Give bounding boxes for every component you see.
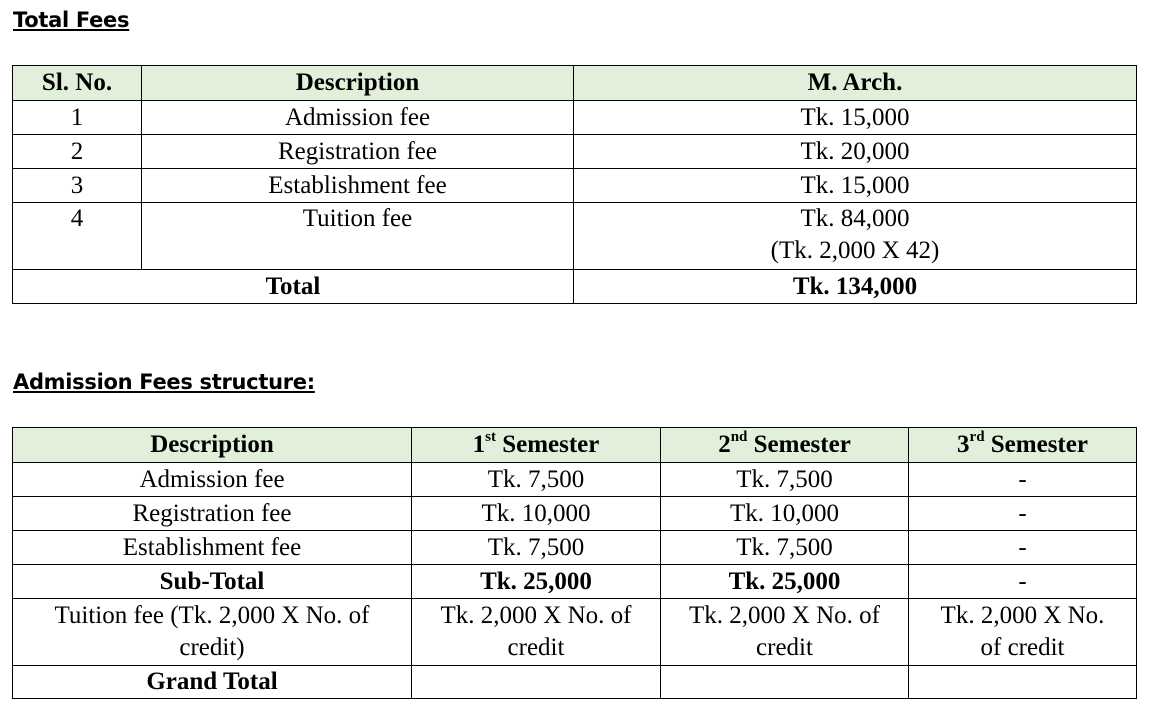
header-word: Semester [495,431,600,458]
tuition-sem3-line2: of credit [980,634,1065,661]
description-cell: Admission fee [142,101,574,135]
sl-no-cell: 2 [13,135,142,169]
description-cell: Admission fee [13,463,412,497]
tuition-sem1 [412,599,661,666]
header-ordinal: rd [969,428,985,445]
grand-total-sem2 [661,666,909,699]
subtotal-sem3: - [909,565,1137,599]
sem2-cell: Tk. 10,000 [661,497,909,531]
sl-no-cell: 4 [13,203,142,270]
total-label: Total [13,270,574,304]
header-number: 1 [472,431,486,458]
tuition-sem1-line2: credit [507,634,565,661]
sl-no-cell: 1 [13,101,142,135]
tuition-sem3 [909,599,1137,666]
table-row [13,169,1137,203]
column-header-sl-no: Sl. No. [13,66,142,101]
header-ordinal: st [485,428,496,445]
total-fees-heading: Total Fees [13,8,130,32]
table-header-row [13,66,1137,101]
tuition-sem2-line2: credit [756,634,813,661]
header-number: 2 [718,431,731,458]
header-number: 3 [957,431,970,458]
column-header-m-arch: M. Arch. [574,66,1137,101]
total-fees-table [12,65,1137,304]
admission-fees-heading: Admission Fees structure: [13,370,315,394]
amount-value: Tk. 84,000 [800,205,910,232]
total-amount: Tk. 134,000 [574,270,1137,304]
description-cell: Establishment fee [13,531,412,565]
amount-note: (Tk. 2,000 X 42) [770,237,940,264]
table-header-row [13,428,1137,463]
header-word: Semester [747,431,851,458]
grand-total-sem1 [412,666,661,699]
description-cell: Establishment fee [142,169,574,203]
description-cell: Registration fee [142,135,574,169]
tuition-description [13,599,412,666]
sem1-cell: Tk. 7,500 [412,531,661,565]
column-header-2nd-semester [661,428,909,463]
amount-cell: Tk. 20,000 [574,135,1137,169]
grand-total-sem3 [909,666,1137,699]
tuition-sem2 [661,599,909,666]
subtotal-sem1: Tk. 25,000 [412,565,661,599]
tuition-sem2-line1: Tk. 2,000 X No. of [689,602,880,629]
sem1-cell: Tk. 10,000 [412,497,661,531]
grand-total-label: Grand Total [13,666,412,699]
description-cell: Tuition fee [142,203,574,270]
table-row [13,101,1137,135]
amount-cell [574,203,1137,270]
sl-no-cell: 3 [13,169,142,203]
subtotal-sem2: Tk. 25,000 [661,565,909,599]
column-header-3rd-semester [909,428,1137,463]
header-ordinal: nd [730,428,748,445]
column-header-description: Description [142,66,574,101]
tuition-row [13,599,1137,666]
tuition-description-line1: Tuition fee (Tk. 2,000 X No. of [54,602,370,629]
sem1-cell: Tk. 7,500 [412,463,661,497]
description-cell: Registration fee [13,497,412,531]
tuition-description-line2: credit) [179,634,245,661]
table-row [13,203,1137,270]
table-row [13,497,1137,531]
column-header-description: Description [13,428,412,463]
table-row [13,531,1137,565]
amount-cell: Tk. 15,000 [574,169,1137,203]
table-row [13,135,1137,169]
header-word: Semester [984,431,1088,458]
sem2-cell: Tk. 7,500 [661,463,909,497]
grand-total-row [13,666,1137,699]
admission-fees-table [12,427,1137,699]
sem2-cell: Tk. 7,500 [661,531,909,565]
table-row [13,463,1137,497]
sem3-cell: - [909,497,1137,531]
sem3-cell: - [909,531,1137,565]
amount-cell: Tk. 15,000 [574,101,1137,135]
subtotal-label: Sub-Total [13,565,412,599]
column-header-1st-semester [412,428,661,463]
subtotal-row [13,565,1137,599]
sem3-cell: - [909,463,1137,497]
tuition-sem1-line1: Tk. 2,000 X No. of [440,602,632,629]
tuition-sem3-line1: Tk. 2,000 X No. [940,602,1105,629]
total-row [13,270,1137,304]
